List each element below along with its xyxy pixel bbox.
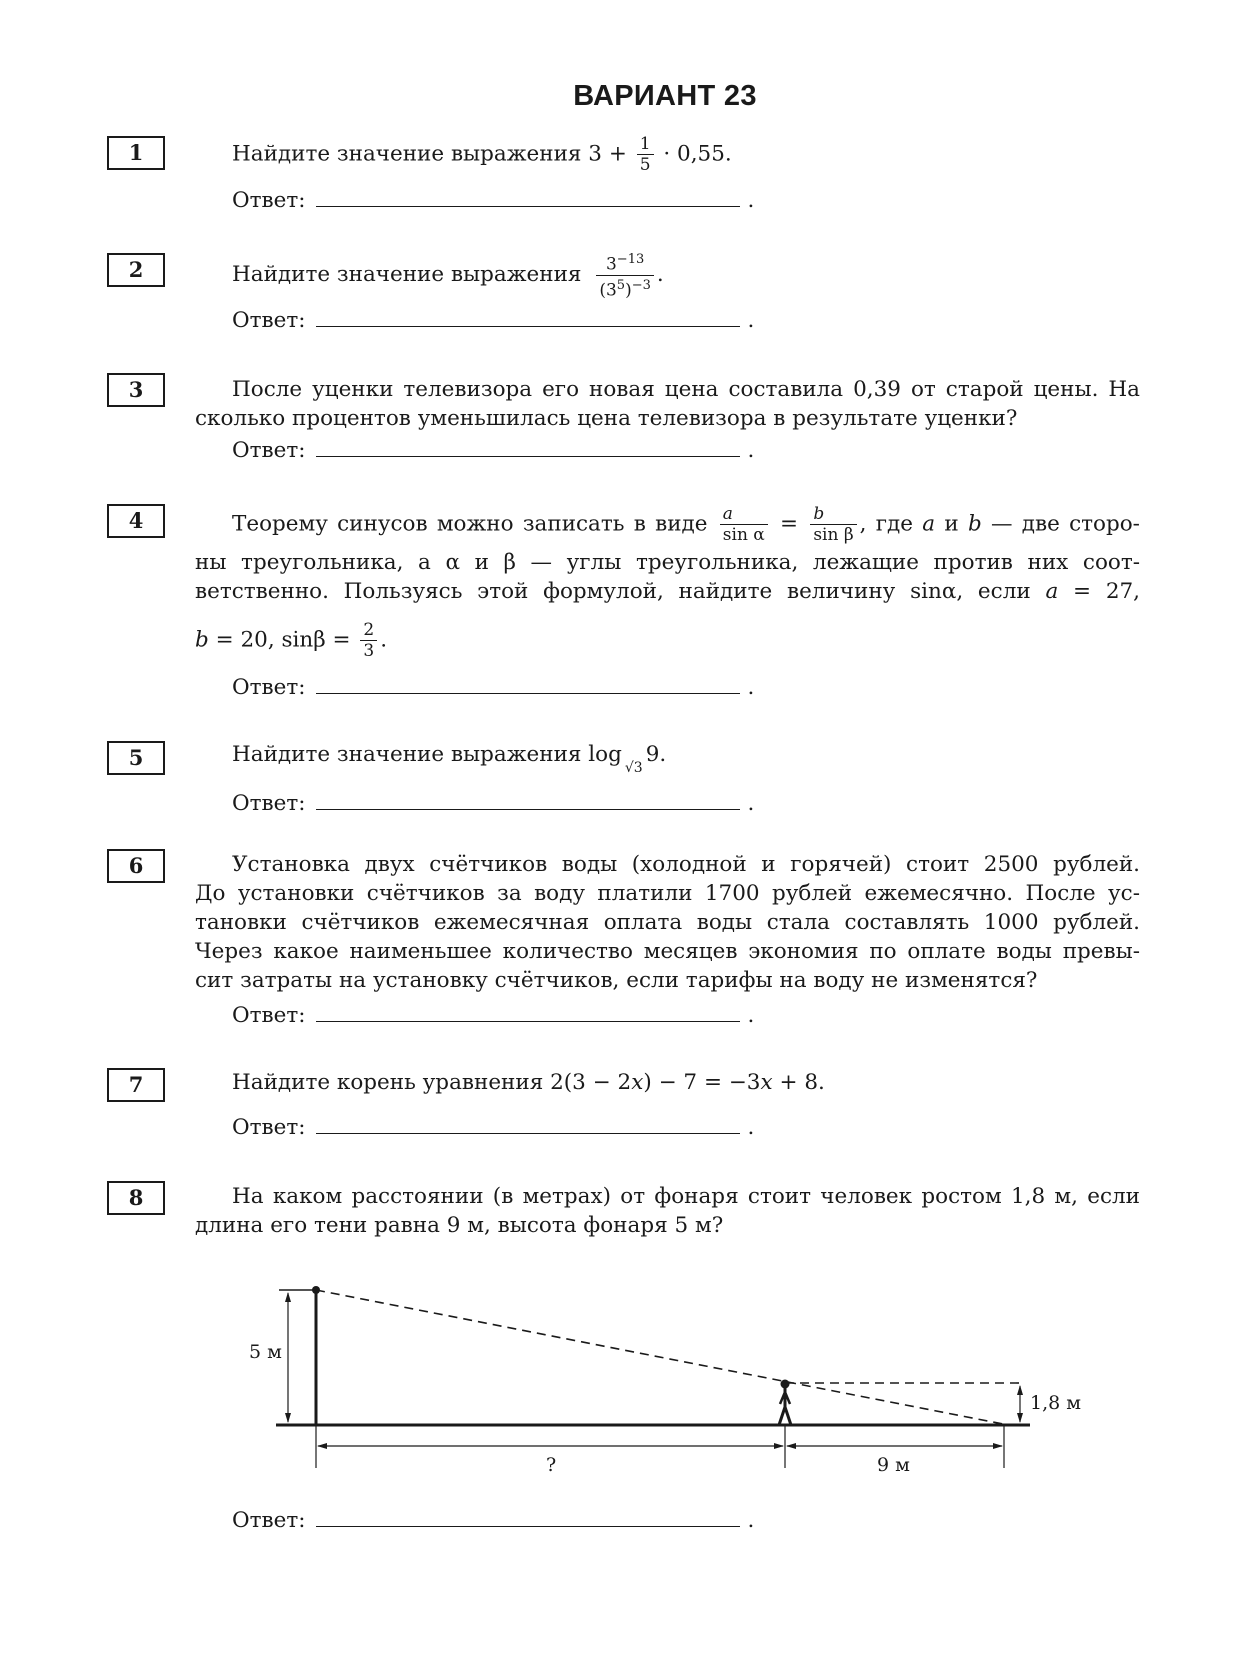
text-line: сколько процентов уменьшилась цена телевизора в результате уценки? [195, 406, 1018, 431]
answer-label: Ответ: [232, 188, 306, 213]
text-line: Через какое наименьшее количество месяцев экономия по оплате воды превы- [195, 939, 1140, 964]
text-line: Установка двух счётчиков воды (холодной и горячей) стоит 2500 рублей. [232, 852, 1140, 877]
text-line: На каком расстоянии (в метрах) от фонаря стоит человек ростом 1,8 м, если [232, 1184, 1140, 1209]
answer-dot: . [747, 1115, 755, 1140]
arrowhead-icon [1017, 1385, 1023, 1395]
answer-blank[interactable] [316, 1508, 740, 1527]
variable: a [922, 511, 936, 537]
light-ray-dashed [316, 1290, 1003, 1424]
equals: = [780, 511, 799, 537]
exponent: −3 [631, 277, 651, 293]
answer-label: Ответ: [232, 438, 306, 463]
person-icon [779, 1380, 791, 1426]
problem-number-box: 3 [107, 373, 165, 407]
problem-number-box: 6 [107, 849, 165, 883]
problem-text: · 0,55. [663, 141, 732, 167]
base: (3 [599, 280, 617, 301]
problem-text: . [656, 262, 664, 288]
arrowhead-icon [1017, 1413, 1023, 1423]
text-line: тановки счётчиков ежемесячная оплата воды стала составлять 1000 рублей. [195, 910, 1140, 935]
text: ветственно. Пользуясь этой формулой, найдите величину sinα, если [195, 579, 1031, 604]
exponent: 5 [616, 277, 626, 293]
answer-label: Ответ: [232, 308, 306, 333]
fraction-denominator: sin α [722, 525, 765, 545]
text: . [380, 627, 388, 653]
text: 9. [645, 742, 667, 767]
arrowhead-icon [317, 1443, 327, 1449]
text-line: После уценки телевизора его новая цена составила 0,39 от старой цены. На [232, 377, 1140, 402]
problem-text: Найдите значение выражения 3 + [232, 141, 627, 167]
exponent: −13 [616, 252, 645, 267]
problem-number-box: 1 [107, 136, 165, 170]
text-line: До установки счётчиков за воду платили 1700 рублей ежемесячно. После ус- [195, 881, 1140, 906]
arrowhead-icon [285, 1292, 291, 1302]
text: + 8. [779, 1070, 825, 1095]
shadow-length-label: 9 м [877, 1454, 910, 1476]
variable: b [195, 627, 209, 653]
arrowhead-icon [786, 1443, 796, 1449]
answer-label: Ответ: [232, 1508, 306, 1533]
variable: a [1045, 579, 1059, 604]
fraction-denominator: 3 [363, 641, 375, 661]
text-line: сит затраты на установку счётчиков, если тарифы на воду не изменятся? [195, 968, 1038, 993]
text: Найдите корень уравнения 2(3 − 2 [232, 1070, 632, 1095]
problem-number-box: 2 [107, 253, 165, 287]
variable: b [967, 511, 982, 537]
text: Теорему синусов можно записать в виде [232, 511, 708, 537]
problem-number-box: 7 [107, 1068, 165, 1102]
distance-label: ? [546, 1454, 557, 1476]
answer-field[interactable] [232, 1506, 754, 1535]
text: = 20, sinβ = [215, 627, 351, 653]
lamp-height-label: 5 м [249, 1341, 282, 1363]
text: Найдите значение выражения log [232, 742, 622, 767]
fraction-numerator: 2 [360, 620, 377, 641]
arrowhead-icon [774, 1443, 784, 1449]
answer-dot: . [747, 438, 755, 463]
text: — две сторо- [991, 511, 1140, 537]
log-base: √3 [624, 760, 643, 777]
problem-number-box: 5 [107, 741, 165, 775]
answer-label: Ответ: [232, 675, 306, 700]
fraction-numerator: a [720, 504, 768, 525]
arrowhead-icon [993, 1443, 1003, 1449]
answer-dot: . [747, 308, 755, 333]
answer-dot: . [747, 1003, 755, 1028]
text: ) − 7 = −3 [643, 1070, 761, 1095]
text-line: длина его тени равна 9 м, высота фонаря 5 м? [195, 1213, 724, 1238]
fraction-numerator: b [810, 504, 856, 525]
person-height-label: 1,8 м [1030, 1392, 1082, 1414]
problem-number-box: 8 [107, 1181, 165, 1215]
text: и [944, 511, 959, 537]
answer-dot: . [747, 791, 755, 816]
text: = 27, [1073, 579, 1141, 604]
fraction-denominator: 5 [639, 155, 651, 175]
answer-dot: . [747, 1508, 755, 1533]
fraction-numerator: 1 [637, 134, 654, 155]
page-title: ВАРИАНТ 23 [573, 80, 757, 112]
answer-label: Ответ: [232, 791, 306, 816]
base: 3 [605, 254, 617, 275]
variable: x [760, 1070, 773, 1095]
answer-dot: . [747, 675, 755, 700]
variable: x [631, 1070, 644, 1095]
arrowhead-icon [285, 1413, 291, 1423]
answer-dot: . [747, 188, 755, 213]
text: , где [859, 511, 913, 537]
paren: ) [625, 280, 632, 301]
answer-label: Ответ: [232, 1003, 306, 1028]
problem-text: Найдите значение выражения [232, 262, 582, 288]
problem-number-box: 4 [107, 504, 165, 538]
fraction-denominator: sin β [813, 525, 854, 545]
answer-label: Ответ: [232, 1115, 306, 1140]
text-line: ны треугольника, а α и β — углы треугольника, лежащие против них соот- [195, 550, 1140, 575]
